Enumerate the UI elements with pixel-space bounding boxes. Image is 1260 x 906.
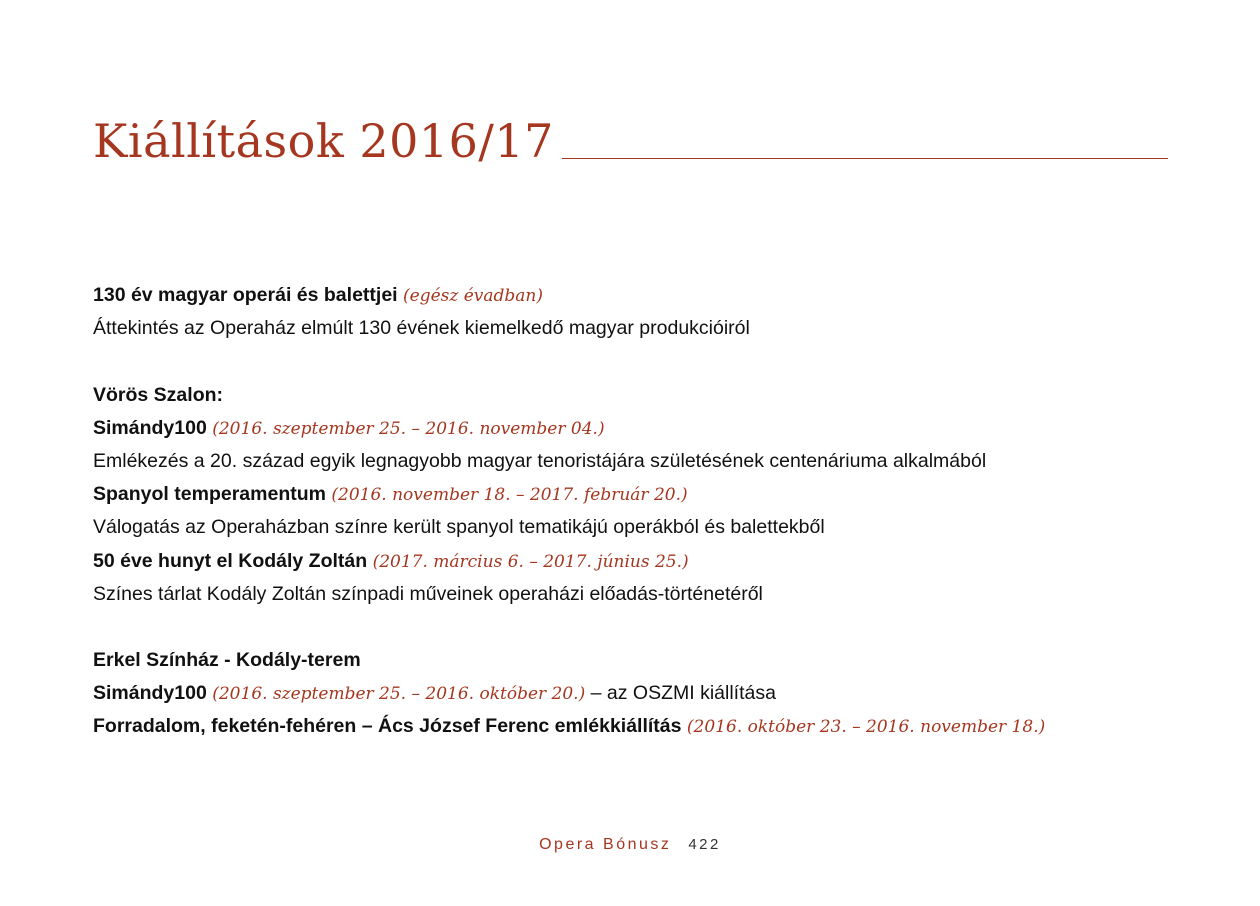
exhibition-heading	[93, 677, 1193, 710]
exhibition-organizer: – az OSZMI kiállítása	[590, 682, 776, 705]
title-row	[93, 114, 1168, 168]
footer-label: Opera Bónusz	[539, 836, 672, 853]
exhibition-date: (2017. március 6. – 2017. június 25.)	[372, 551, 689, 572]
spacer	[93, 345, 1193, 378]
exhibition-description: Emlékezés a 20. század egyik legnagyobb magyar tenoristájára születésének centenáriuma alkalmából	[93, 449, 987, 472]
exhibition-title: Simándy100	[93, 682, 207, 705]
exhibition-list	[93, 279, 1193, 744]
exhibition-date: (egész évadban)	[403, 286, 544, 306]
exhibition-description: Színes tárlat Kodály Zoltán színpadi műveinek operaházi előadás-történetéről	[93, 582, 763, 605]
page-title: Kiállítások 2016/17	[93, 114, 554, 168]
exhibition-description: Áttekintés az Operaház elmúlt 130 évének kiemelkedő magyar produkcióiról	[93, 317, 750, 340]
exhibition-title: 50 éve hunyt el Kodály Zoltán	[93, 549, 368, 572]
exhibition-date: (2016. október 23. – 2016. november 18.)	[686, 717, 1046, 738]
section-heading-voros-szalon: Vörös Szalon:	[93, 383, 224, 406]
page-number: 422	[688, 836, 721, 853]
section-heading-erkel-szinhaz: Erkel Színház - Kodály-terem	[93, 649, 361, 672]
exhibition-heading	[93, 412, 1193, 445]
exhibition-date: (2016. szeptember 25. – 2016. október 20.)	[212, 684, 586, 705]
exhibition-heading	[93, 478, 1193, 511]
exhibition-title: Simándy100	[93, 416, 207, 439]
exhibition-heading	[93, 710, 1193, 743]
exhibition-title: Forradalom, feketén-fehéren – Ács József Ferenc emlékkiállítás	[93, 715, 682, 738]
page-footer	[0, 836, 1260, 854]
exhibition-date: (2016. november 18. – 2017. február 20.)	[331, 485, 688, 506]
exhibition-heading	[93, 279, 1193, 312]
spacer	[93, 611, 1193, 644]
exhibition-title: 130 év magyar operái és balettjei	[93, 284, 398, 306]
exhibition-description: Válogatás az Operaházban színre került spanyol tematikájú operákból és balettekből	[93, 516, 825, 539]
title-rule	[562, 158, 1168, 159]
exhibition-heading	[93, 545, 1193, 578]
exhibition-date: (2016. szeptember 25. – 2016. november 04.)	[212, 418, 605, 439]
exhibition-title: Spanyol temperamentum	[93, 483, 326, 506]
